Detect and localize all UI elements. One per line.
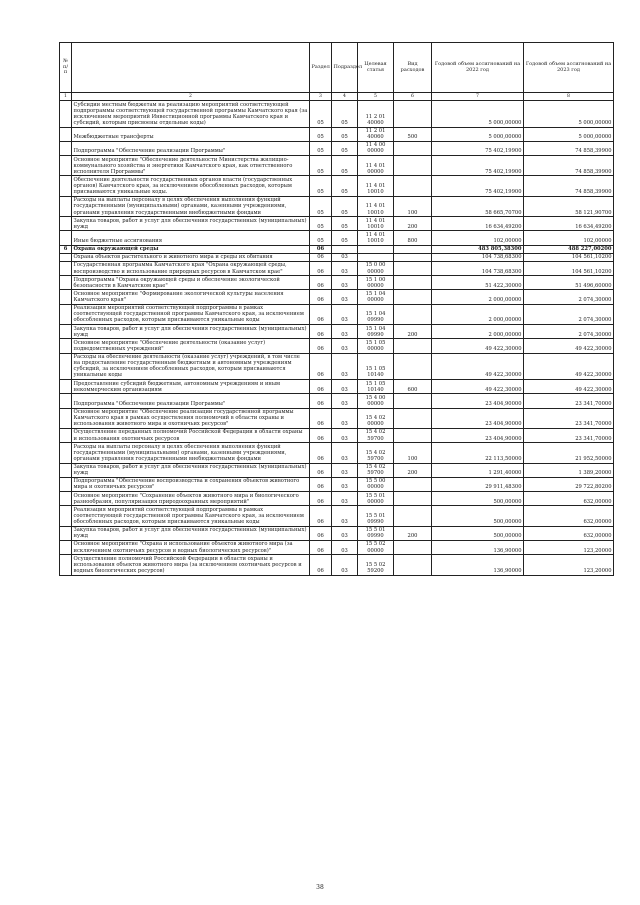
row-number <box>60 261 72 275</box>
row-number <box>60 253 72 261</box>
row-target-article: 15 1 04 09990 <box>358 325 394 339</box>
row-podrazdel: 03 <box>332 261 358 275</box>
header-razdel: Раздел <box>310 43 332 93</box>
row-volume-2023: 488 227,00200 <box>524 245 614 253</box>
row-target-article: 15 1 05 00000 <box>358 339 394 353</box>
row-expense-type <box>394 276 432 290</box>
budget-table <box>59 42 614 576</box>
row-volume-2022: 75 402,19900 <box>432 156 524 176</box>
row-target-article: 15 4 02 59700 <box>358 428 394 442</box>
row-expense-type <box>394 261 432 275</box>
row-expense-type <box>394 540 432 554</box>
row-podrazdel: 03 <box>332 304 358 324</box>
row-name: Субсидии местным бюджетам на реализацию мероприятий соответствующей подпрограммы соответствующей государственной программы Камчатского края (за исключением мероприятий Инвестиционной программы Камчатского края и субсидий, которым присвоены отдельные коды) <box>72 101 310 128</box>
row-volume-2022: 5 000,00000 <box>432 101 524 128</box>
table-row <box>60 253 614 261</box>
row-razdel: 06 <box>310 245 332 253</box>
row-number <box>60 276 72 290</box>
row-razdel: 06 <box>310 261 332 275</box>
row-razdel: 05 <box>310 156 332 176</box>
row-razdel: 06 <box>310 463 332 477</box>
table-row <box>60 141 614 155</box>
row-number <box>60 463 72 477</box>
row-podrazdel: 03 <box>332 506 358 526</box>
table-row <box>60 339 614 353</box>
row-number <box>60 443 72 463</box>
row-expense-type <box>394 156 432 176</box>
row-podrazdel: 03 <box>332 408 358 428</box>
row-expense-type <box>394 141 432 155</box>
row-expense-type <box>394 290 432 304</box>
column-number: 5 <box>358 93 394 101</box>
column-number: 2 <box>72 93 310 101</box>
row-name: Закупка товаров, работ и услуг для обеспечения государственных (муниципальных) нужд <box>72 463 310 477</box>
row-number <box>60 290 72 304</box>
row-razdel: 06 <box>310 290 332 304</box>
row-target-article: 15 5 01 09990 <box>358 506 394 526</box>
row-target-article: 15 5 00 00000 <box>358 477 394 491</box>
row-expense-type: 200 <box>394 526 432 540</box>
row-number <box>60 196 72 216</box>
row-podrazdel: 03 <box>332 353 358 380</box>
row-razdel: 05 <box>310 141 332 155</box>
column-number: 3 <box>310 93 332 101</box>
row-razdel: 06 <box>310 506 332 526</box>
row-target-article <box>358 253 394 261</box>
row-number <box>60 428 72 442</box>
row-podrazdel: 03 <box>332 394 358 408</box>
table-row <box>60 217 614 231</box>
row-name: Государственная программа Камчатского края "Охрана окружающей среды, воспроизводство и использование природных ресурсов в Камчатском крае" <box>72 261 310 275</box>
table-row <box>60 276 614 290</box>
row-podrazdel: 03 <box>332 555 358 575</box>
row-name: Подпрограмма "Обеспечение реализации Программы" <box>72 394 310 408</box>
row-target-article: 15 5 01 00000 <box>358 492 394 506</box>
row-volume-2022: 16 634,49200 <box>432 217 524 231</box>
row-podrazdel: 05 <box>332 217 358 231</box>
row-expense-type <box>394 428 432 442</box>
row-volume-2022: 2 000,00000 <box>432 304 524 324</box>
row-podrazdel: 03 <box>332 428 358 442</box>
row-razdel: 06 <box>310 380 332 394</box>
row-volume-2022: 2 000,00000 <box>432 290 524 304</box>
row-podrazdel <box>332 245 358 253</box>
table-row <box>60 526 614 540</box>
row-expense-type <box>394 245 432 253</box>
row-volume-2022: 104 738,68300 <box>432 261 524 275</box>
table-row <box>60 428 614 442</box>
row-target-article: 11 4 01 00000 <box>358 156 394 176</box>
row-number <box>60 540 72 554</box>
row-name: Охрана объектов растительного и животного мира и среды их обитания <box>72 253 310 261</box>
row-target-article: 15 4 00 00000 <box>358 394 394 408</box>
row-podrazdel: 05 <box>332 176 358 196</box>
row-volume-2023: 58 121,90700 <box>524 196 614 216</box>
row-target-article: 11 4 01 10010 <box>358 176 394 196</box>
header-target-article: Целевая статья <box>358 43 394 93</box>
row-volume-2023: 21 952,50000 <box>524 443 614 463</box>
row-volume-2023: 23 341,70000 <box>524 428 614 442</box>
table-row <box>60 408 614 428</box>
row-razdel: 06 <box>310 253 332 261</box>
table-row <box>60 394 614 408</box>
row-number <box>60 394 72 408</box>
row-target-article: 15 4 02 59700 <box>358 463 394 477</box>
row-name: Основное мероприятие "Обеспечение реализации государственной программы Камчатского края в рамках осуществления полномочий в области охраны и использования животного мира и охотничьих ресурсов" <box>72 408 310 428</box>
row-podrazdel: 05 <box>332 127 358 141</box>
row-target-article: 15 5 02 59200 <box>358 555 394 575</box>
row-expense-type <box>394 101 432 128</box>
row-volume-2023: 632,00000 <box>524 526 614 540</box>
row-target-article: 15 4 02 59700 <box>358 443 394 463</box>
row-podrazdel: 05 <box>332 196 358 216</box>
row-number <box>60 127 72 141</box>
row-volume-2022: 1 291,40000 <box>432 463 524 477</box>
row-number <box>60 101 72 128</box>
header-volume-2023: Годовой объем ассигнований на 2023 год <box>524 43 614 93</box>
row-volume-2022: 22 113,50000 <box>432 443 524 463</box>
row-name: Расходы на выплаты персоналу в целях обеспечения выполнения функций государственными (муниципальными) органами, казенными учреждениями, органами управления государственными внебюджетными фондами <box>72 443 310 463</box>
row-target-article: 11 2 01 40060 <box>358 101 394 128</box>
row-razdel: 06 <box>310 394 332 408</box>
row-podrazdel: 05 <box>332 141 358 155</box>
row-volume-2022: 2 000,00000 <box>432 325 524 339</box>
row-number <box>60 492 72 506</box>
row-volume-2022: 75 402,19900 <box>432 176 524 196</box>
header-row <box>60 43 614 93</box>
row-volume-2023: 632,00000 <box>524 506 614 526</box>
row-volume-2023: 123,20000 <box>524 555 614 575</box>
table-body <box>60 101 614 576</box>
row-expense-type: 100 <box>394 196 432 216</box>
row-name: Реализация мероприятий соответствующей подпрограммы в рамках соответствующей государственной программы Камчатского края, за исключением обособленных расходов, которым присваиваются уникальные коды <box>72 506 310 526</box>
table-row <box>60 555 614 575</box>
row-volume-2023: 104 561,10200 <box>524 261 614 275</box>
row-razdel: 06 <box>310 443 332 463</box>
row-volume-2022: 136,90000 <box>432 540 524 554</box>
row-name: Основное мероприятие "Сохранение объектов животного мира и биологического разнообразия, популяризация природоохранных мероприятий" <box>72 492 310 506</box>
column-numbers-row <box>60 93 614 101</box>
row-expense-type: 200 <box>394 463 432 477</box>
row-podrazdel: 03 <box>332 339 358 353</box>
row-expense-type: 100 <box>394 443 432 463</box>
row-volume-2022: 102,00000 <box>432 231 524 245</box>
row-razdel: 06 <box>310 276 332 290</box>
row-volume-2023: 632,00000 <box>524 492 614 506</box>
row-name: Реализация мероприятий соответствующей подпрограммы в рамках соответствующей государственной программы Камчатского края, за исключением обособленных расходов, которым присваиваются уникальные коды <box>72 304 310 324</box>
table-row <box>60 477 614 491</box>
row-podrazdel: 03 <box>332 526 358 540</box>
table-row <box>60 127 614 141</box>
row-volume-2022: 136,90000 <box>432 555 524 575</box>
row-number <box>60 141 72 155</box>
row-volume-2023: 74 858,39900 <box>524 156 614 176</box>
row-name: Основное мероприятие "Обеспечение деятельности Министерства жилищно-коммунального хозяйства и энергетики Камчатского края, как ответственного исполнителя Программы" <box>72 156 310 176</box>
row-volume-2022: 49 422,30000 <box>432 380 524 394</box>
table-row <box>60 176 614 196</box>
row-target-article: 11 4 01 10010 <box>358 196 394 216</box>
row-number <box>60 506 72 526</box>
row-name: Межбюджетные трансферты <box>72 127 310 141</box>
row-name: Охрана окружающей среды <box>72 245 310 253</box>
table-row <box>60 353 614 380</box>
row-razdel: 06 <box>310 304 332 324</box>
row-razdel: 06 <box>310 339 332 353</box>
row-expense-type <box>394 555 432 575</box>
row-target-article: 15 0 00 00000 <box>358 261 394 275</box>
row-volume-2023: 16 634,49200 <box>524 217 614 231</box>
column-number: 6 <box>394 93 432 101</box>
row-name: Иные бюджетные ассигнования <box>72 231 310 245</box>
row-volume-2022: 5 000,00000 <box>432 127 524 141</box>
row-volume-2023: 74 858,39900 <box>524 141 614 155</box>
row-expense-type: 200 <box>394 325 432 339</box>
row-volume-2022: 75 402,19900 <box>432 141 524 155</box>
row-expense-type: 600 <box>394 380 432 394</box>
header-podrazdel: Подраздел <box>332 43 358 93</box>
row-volume-2022: 500,00000 <box>432 492 524 506</box>
column-number: 7 <box>432 93 524 101</box>
row-razdel: 06 <box>310 428 332 442</box>
row-volume-2022: 23 404,90000 <box>432 428 524 442</box>
column-number: 1 <box>60 93 72 101</box>
row-target-article: 15 1 04 09990 <box>358 304 394 324</box>
row-razdel: 05 <box>310 196 332 216</box>
table-row <box>60 380 614 394</box>
row-number <box>60 339 72 353</box>
table-row <box>60 196 614 216</box>
row-podrazdel: 03 <box>332 325 358 339</box>
header-expense-type: Вид расходов <box>394 43 432 93</box>
row-number <box>60 156 72 176</box>
table-row <box>60 245 614 253</box>
row-name: Подпрограмма "Обеспечение воспроизводства и сохранения объектов животного мира и охотничьих ресурсов" <box>72 477 310 491</box>
table-row <box>60 463 614 477</box>
table-row <box>60 101 614 128</box>
row-razdel: 05 <box>310 176 332 196</box>
row-expense-type <box>394 176 432 196</box>
row-number <box>60 380 72 394</box>
row-volume-2022: 483 805,38300 <box>432 245 524 253</box>
row-podrazdel: 03 <box>332 276 358 290</box>
row-target-article: 15 1 05 10140 <box>358 380 394 394</box>
row-expense-type <box>394 339 432 353</box>
row-target-article: 15 1 00 00000 <box>358 276 394 290</box>
row-podrazdel: 03 <box>332 492 358 506</box>
row-expense-type <box>394 353 432 380</box>
row-target-article: 15 4 02 00000 <box>358 408 394 428</box>
row-name: Основное мероприятие "Охрана и использование объектов животного мира (за исключением охотничьих ресурсов и водных биологических ресурсов)" <box>72 540 310 554</box>
row-razdel: 06 <box>310 477 332 491</box>
row-target-article: 15 5 02 00000 <box>358 540 394 554</box>
row-expense-type: 200 <box>394 217 432 231</box>
row-volume-2023: 49 422,30000 <box>524 339 614 353</box>
row-expense-type <box>394 477 432 491</box>
row-number <box>60 217 72 231</box>
row-number: 6 <box>60 245 72 253</box>
row-volume-2023: 49 422,30000 <box>524 380 614 394</box>
row-number <box>60 353 72 380</box>
row-name: Осуществление полномочий Российской Федерации в области охраны и использования объектов животного мира (за исключением охотничьих ресурсов и водных биологических ресурсов) <box>72 555 310 575</box>
row-name: Расходы на выплаты персоналу в целях обеспечения выполнения функций государственными (муниципальными) органами, казенными учреждениями, органами управления государственными внебюджетными фондами <box>72 196 310 216</box>
row-name: Обеспечение деятельности государственных органов власти (государственных органов) Камчатского края, за исключением обособленных расходов, которым присваиваются уникальные коды. <box>72 176 310 196</box>
row-volume-2023: 5 000,00000 <box>524 127 614 141</box>
row-expense-type: 500 <box>394 127 432 141</box>
row-razdel: 06 <box>310 408 332 428</box>
column-number: 8 <box>524 93 614 101</box>
row-razdel: 06 <box>310 353 332 380</box>
row-expense-type <box>394 253 432 261</box>
table-row <box>60 290 614 304</box>
table-row <box>60 261 614 275</box>
row-name: Закупка товаров, работ и услуг для обеспечения государственных (муниципальных) нужд <box>72 217 310 231</box>
row-volume-2022: 23 404,90000 <box>432 394 524 408</box>
row-name: Предоставление субсидий бюджетным, автономным учреждениям и иным некоммерческим организациям <box>72 380 310 394</box>
row-volume-2023: 23 341,70000 <box>524 394 614 408</box>
page-number: 38 <box>316 884 324 891</box>
row-target-article: 15 5 01 09990 <box>358 526 394 540</box>
row-volume-2023: 51 496,60000 <box>524 276 614 290</box>
row-expense-type <box>394 394 432 408</box>
row-expense-type <box>394 506 432 526</box>
row-razdel: 06 <box>310 492 332 506</box>
row-number <box>60 231 72 245</box>
row-razdel: 05 <box>310 127 332 141</box>
row-razdel: 06 <box>310 526 332 540</box>
row-podrazdel: 05 <box>332 156 358 176</box>
row-volume-2023: 1 389,20000 <box>524 463 614 477</box>
row-target-article <box>358 245 394 253</box>
row-volume-2023: 23 341,70000 <box>524 408 614 428</box>
row-target-article: 15 1 05 10140 <box>358 353 394 380</box>
row-volume-2023: 29 722,80200 <box>524 477 614 491</box>
row-number <box>60 176 72 196</box>
row-volume-2023: 2 074,30000 <box>524 290 614 304</box>
row-podrazdel: 03 <box>332 463 358 477</box>
row-expense-type <box>394 408 432 428</box>
table-row <box>60 540 614 554</box>
row-razdel: 06 <box>310 555 332 575</box>
row-razdel: 05 <box>310 101 332 128</box>
row-volume-2023: 49 422,30000 <box>524 353 614 380</box>
row-target-article: 11 2 01 40060 <box>358 127 394 141</box>
row-podrazdel: 03 <box>332 290 358 304</box>
row-number <box>60 408 72 428</box>
row-name: Основное мероприятие "Обеспечение деятельности (оказание услуг) подведомственных учреждений" <box>72 339 310 353</box>
row-name: Подпрограмма "Охрана окружающей среды и обеспечение экологической безопасности в Камчатском крае" <box>72 276 310 290</box>
row-volume-2022: 51 422,30000 <box>432 276 524 290</box>
row-volume-2022: 104 738,68300 <box>432 253 524 261</box>
row-expense-type <box>394 304 432 324</box>
table-row <box>60 325 614 339</box>
row-podrazdel: 05 <box>332 231 358 245</box>
row-volume-2022: 500,00000 <box>432 526 524 540</box>
row-podrazdel: 03 <box>332 443 358 463</box>
row-volume-2022: 49 422,30000 <box>432 339 524 353</box>
row-number <box>60 526 72 540</box>
row-volume-2023: 123,20000 <box>524 540 614 554</box>
row-target-article: 11 4 01 10010 <box>358 231 394 245</box>
row-podrazdel: 03 <box>332 477 358 491</box>
row-podrazdel: 03 <box>332 380 358 394</box>
row-number <box>60 304 72 324</box>
row-razdel: 05 <box>310 231 332 245</box>
row-volume-2023: 5 000,00000 <box>524 101 614 128</box>
table-row <box>60 492 614 506</box>
row-expense-type: 800 <box>394 231 432 245</box>
header-volume-2022: Годовой объем ассигнований на 2022 год <box>432 43 524 93</box>
row-razdel: 06 <box>310 325 332 339</box>
row-name: Закупка товаров, работ и услуг для обеспечения государственных (муниципальных) нужд <box>72 325 310 339</box>
row-volume-2023: 74 858,39900 <box>524 176 614 196</box>
row-target-article: 11 4 01 10010 <box>358 217 394 231</box>
table-row <box>60 156 614 176</box>
row-target-article: 15 1 04 00000 <box>358 290 394 304</box>
row-volume-2023: 2 074,30000 <box>524 325 614 339</box>
row-number <box>60 555 72 575</box>
header-no: № п/п <box>60 43 72 93</box>
row-volume-2023: 2 074,30000 <box>524 304 614 324</box>
row-volume-2023: 104 561,10200 <box>524 253 614 261</box>
row-target-article: 11 4 00 00000 <box>358 141 394 155</box>
row-volume-2022: 500,00000 <box>432 506 524 526</box>
row-expense-type <box>394 492 432 506</box>
row-number <box>60 325 72 339</box>
row-podrazdel: 03 <box>332 540 358 554</box>
row-volume-2022: 49 422,30000 <box>432 353 524 380</box>
table-row <box>60 231 614 245</box>
column-number: 4 <box>332 93 358 101</box>
row-podrazdel: 05 <box>332 101 358 128</box>
row-name: Основное мероприятие "Формирование экологической культуры населения Камчатского края" <box>72 290 310 304</box>
row-number <box>60 477 72 491</box>
table-row <box>60 443 614 463</box>
row-volume-2022: 23 404,90000 <box>432 408 524 428</box>
row-name: Осуществление переданных полномочий Российской Федерации в области охраны и использования охотничьих ресурсов <box>72 428 310 442</box>
row-volume-2022: 58 665,70700 <box>432 196 524 216</box>
table-row <box>60 506 614 526</box>
row-volume-2022: 29 911,48300 <box>432 477 524 491</box>
row-razdel: 05 <box>310 217 332 231</box>
row-razdel: 06 <box>310 540 332 554</box>
row-volume-2023: 102,00000 <box>524 231 614 245</box>
row-name: Расходы на обеспечение деятельности (оказание услуг) учреждений, в том числе на предоставление государственным бюджетным и автономным учреждениям субсидий, за исключением обособленных расходов, которым присваиваются уникальные коды <box>72 353 310 380</box>
table-row <box>60 304 614 324</box>
row-name: Закупка товаров, работ и услуг для обеспечения государственных (муниципальных) нужд <box>72 526 310 540</box>
header-name <box>72 43 310 93</box>
row-podrazdel: 03 <box>332 253 358 261</box>
row-name: Подпрограмма "Обеспечение реализации Программы" <box>72 141 310 155</box>
